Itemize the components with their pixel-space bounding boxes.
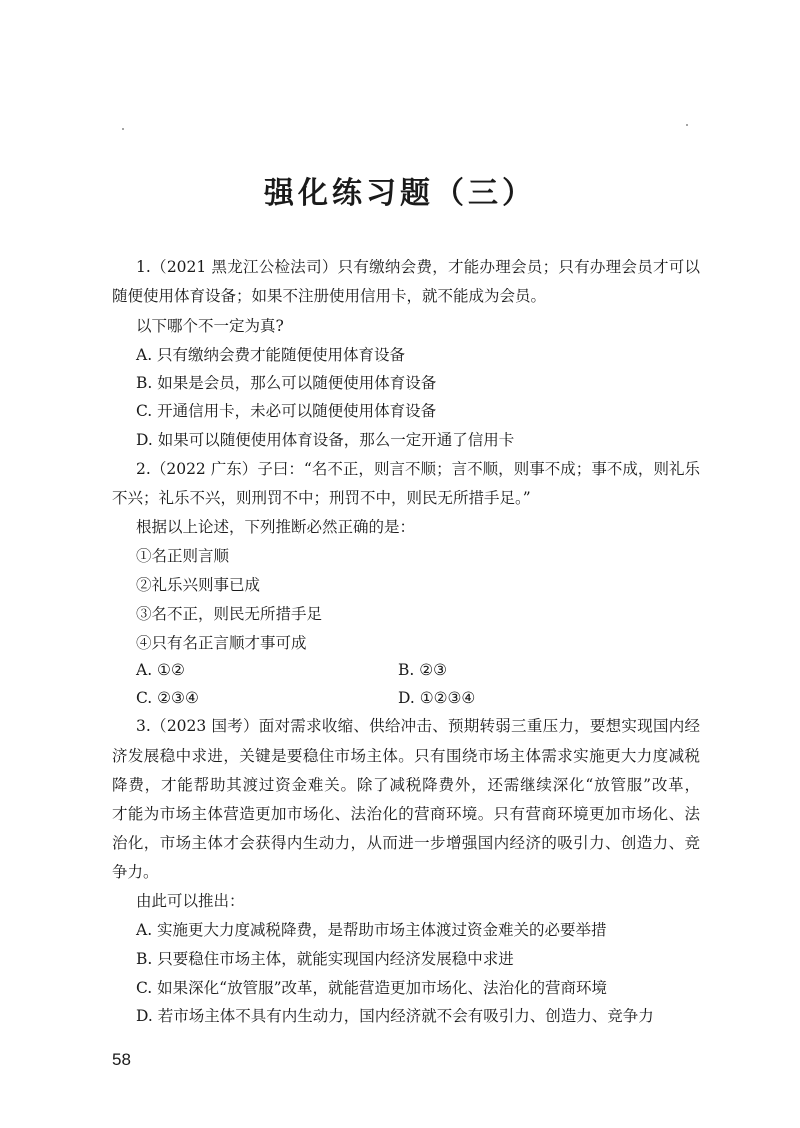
question-2-statement-4: ④只有名正言顺才事可成 (136, 634, 307, 652)
question-2-option-a: A. ①② (136, 661, 185, 679)
question-3-option-a: A. 实施更大力度减税降费，是帮助市场主体渡过资金难关的必要举措 (136, 921, 607, 939)
question-2-option-d: D. ①②③④ (398, 689, 476, 707)
question-3-stem-line: 3.（2023 国考）面对需求收缩、供给冲击、预期转弱三重压力，要想实现国内经 (136, 717, 700, 735)
question-3-option-d: D. 若市场主体不具有内生动力，国内经济就不会有吸引力、创造力、竞争力 (136, 1007, 654, 1025)
question-2-option-b: B. ②③ (398, 661, 448, 679)
question-2-stem-line: 2.（2022 广东）子曰：“名不正，则言不顺；言不顺，则事不成；事不成，则礼乐 (136, 460, 700, 478)
question-3-stem-line: 济发展稳中求进，关键是要稳住市场主体。只有围绕市场主体需求实施更大力度减税 (112, 747, 700, 765)
question-2-statement-2: ②礼乐兴则事已成 (136, 576, 261, 594)
question-1-prompt: 以下哪个不一定为真? (136, 317, 284, 335)
question-2-prompt: 根据以上论述，下列推断必然正确的是： (136, 518, 416, 536)
question-3-prompt: 由此可以推出： (136, 892, 245, 910)
scan-speck (686, 124, 688, 126)
question-3-stem-line: 降费，才能帮助其渡过资金难关。除了减税降费外，还需继续深化“放管服”改革， (112, 776, 700, 794)
question-2-statement-1: ①名正则言顺 (136, 547, 230, 565)
question-3-stem-line: 治化，市场主体才会获得内生动力，从而进一步增强国内经济的吸引力、创造力、竞 (112, 834, 700, 852)
question-2-stem-line: 不兴；礼乐不兴，则刑罚不中；刑罚不中，则民无所措手足。” (112, 489, 531, 507)
question-3-stem-line: 才能为市场主体营造更加市场化、法治化的营商环境。只有营商环境更加市场化、法 (112, 805, 700, 823)
question-1-option-a: A. 只有缴纳会费才能随便使用体育设备 (136, 346, 406, 364)
question-3-option-c: C. 如果深化“放管服”改革，就能营造更加市场化、法治化的营商环境 (136, 979, 608, 997)
question-3-option-b: B. 只要稳住市场主体，就能实现国内经济发展稳中求进 (136, 950, 514, 968)
question-2-statement-3: ③名不正，则民无所措手足 (136, 605, 323, 623)
page-title: 强化练习题（三） (264, 176, 536, 211)
question-2-option-c: C. ②③④ (136, 689, 199, 707)
question-1-stem-line: 1.（2021 黑龙江公检法司）只有缴纳会费，才能办理会员；只有办理会员才可以 (136, 258, 700, 276)
scan-speck (122, 128, 124, 130)
question-1-option-d: D. 如果可以随便使用体育设备，那么一定开通了信用卡 (136, 431, 515, 449)
question-1-option-c: C. 开通信用卡，未必可以随便使用体育设备 (136, 402, 437, 420)
question-3-stem-line: 争力。 (112, 863, 159, 881)
page-number: 58 (112, 1050, 131, 1069)
question-1-stem-line: 随便使用体育设备；如果不注册使用信用卡，就不能成为会员。 (112, 287, 547, 305)
question-1-option-b: B. 如果是会员，那么可以随便使用体育设备 (136, 374, 437, 392)
